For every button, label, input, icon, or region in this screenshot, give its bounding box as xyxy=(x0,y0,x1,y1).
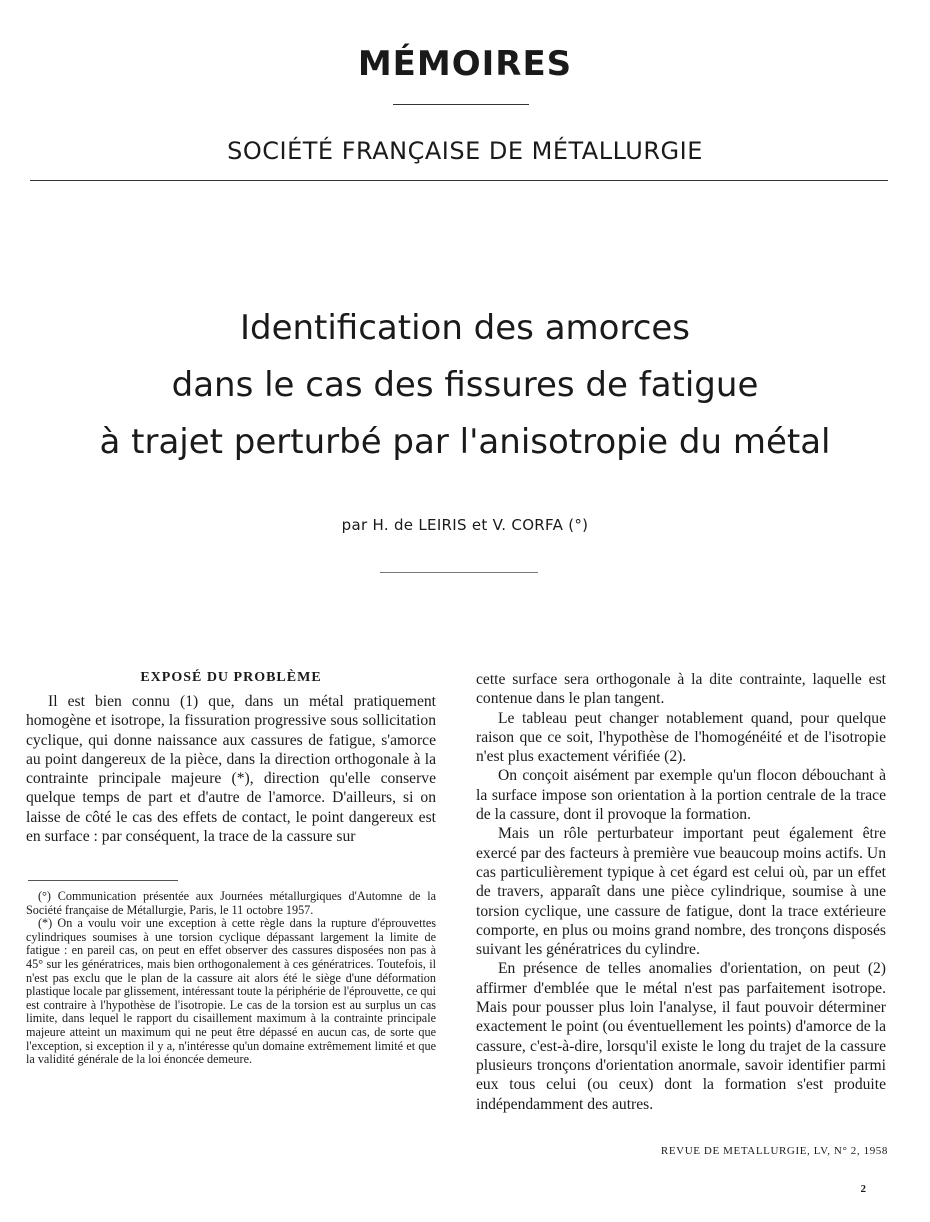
footnotes xyxy=(26,890,436,1067)
paragraph: Il est bien connu (1) que, dans un métal pratiquement homogène et isotrope, la fissuration progressive sous sollicitation cyclique, qui donne naissance aux cassures de fatigue, s'amorce au point dangereux de la pièce, dans la direction orthogonale à la contrainte principale majeure (*), direction qu'elle conserve quelque temps de part et d'autre de l'amorce. D'ailleurs, si on laisse de côté le cas des effets de contact, le point dangereux est en surface : par conséquent, la trace de la cassure sur xyxy=(26,693,436,846)
title-line: à trajet perturbé par l'anisotropie du métal xyxy=(99,422,831,462)
society-name: SOCIÉTÉ FRANÇAISE DE MÉTALLURGIE xyxy=(227,137,703,165)
title-line: Identification des amorces xyxy=(239,308,691,348)
footnote: (*) On a voulu voir une exception à cette règle dans la rupture d'éprouvettes cylindriques soumises à une torsion cyclique dépassant largement la limite de fatigue : en pareil cas, on peut en effet observer des cassures disposées non pas à 45° sur les génératrices, mais bien orthogonalement à ces génératrices. Toutefois, il n'est pas exclu que le plan de la cassure ait alors été le siège d'une déformation plastique locale par glissement, intéressant toute la périphérie de l'éprouvette, ce qui est contraire à l'hypothèse de l'isotropie. Le cas de la torsion est au surplus un cas limite, dans lequel le rapport du cisaillement maximum à la contrainte principale majeure atteint un maximum qui ne peut être dépassé en aucun cas, de sorte que l'exception, si exception il y a, n'intéresse qu'un domaine extrêmement limité et que la validité générale de la loi énoncée demeure. xyxy=(26,916,436,1067)
title-line: dans le cas des fissures de fatigue xyxy=(171,365,759,405)
journal-title: MÉMOIRES xyxy=(357,44,573,84)
journal-reference: REVUE DE METALLURGIE, LV, N° 2, 1958 xyxy=(660,1145,888,1157)
authors-divider xyxy=(380,572,538,573)
paragraph: On conçoit aisément par exemple qu'un flocon débouchant à la surface impose son orientation à la portion centrale de la trace de la cassure, dont il provoque la formation. xyxy=(476,767,886,824)
paragraph: En présence de telles anomalies d'orientation, on peut (2) affirmer d'emblée que le métal n'est pas parfaitement isotrope. Mais pour pousser plus loin l'analyse, il faut pouvoir déterminer exactement le point (ou éventuellement les points) d'amorce de la cassure, c'est-à-dire, lorsqu'il existe le long du trajet de la cassure plusieurs tronçons d'orientation anormale, savoir identifier parmi eux tous celui (ou ceux) dont la formation s'est produite indépendamment des autres. xyxy=(476,960,886,1113)
paragraph: cette surface sera orthogonale à la dite contrainte, laquelle est contenue dans le plan tangent. xyxy=(476,671,886,708)
paragraph: Mais un rôle perturbateur important peut également être exercé par des facteurs à première vue beaucoup moins actifs. Un cas particulièrement typique à cet égard est celui où, par un effet de travers, apparaît dans une pièce cylindrique, soumise à une torsion cyclique, une cassure de fatigue, dont la trace extérieure comporte, en plus ou moins grand nombre, des tronçons disposés suivant les génératrices du cylindre. xyxy=(476,825,886,959)
right-column xyxy=(476,670,886,1114)
authors-line: par H. de LEIRIS et V. CORFA (°) xyxy=(341,516,589,534)
left-column xyxy=(26,692,436,846)
paragraph: Le tableau peut changer notablement quand, pour quelque raison que ce soit, l'hypothèse de l'homogénéité et de l'isotropie n'est plus exactement vérifiée (2). xyxy=(476,709,886,766)
section-heading: EXPOSÉ DU PROBLÈME xyxy=(140,670,322,685)
footnote-rule xyxy=(28,880,178,881)
article-title xyxy=(0,300,930,471)
title-divider xyxy=(393,104,529,105)
page-number: 2 xyxy=(860,1183,866,1195)
footnote: (°) Communication présentée aux Journées métallurgiques d'Automne de la Société française de Métallurgie, Paris, le 11 octobre 1957. xyxy=(26,889,436,917)
header-rule xyxy=(30,180,888,181)
